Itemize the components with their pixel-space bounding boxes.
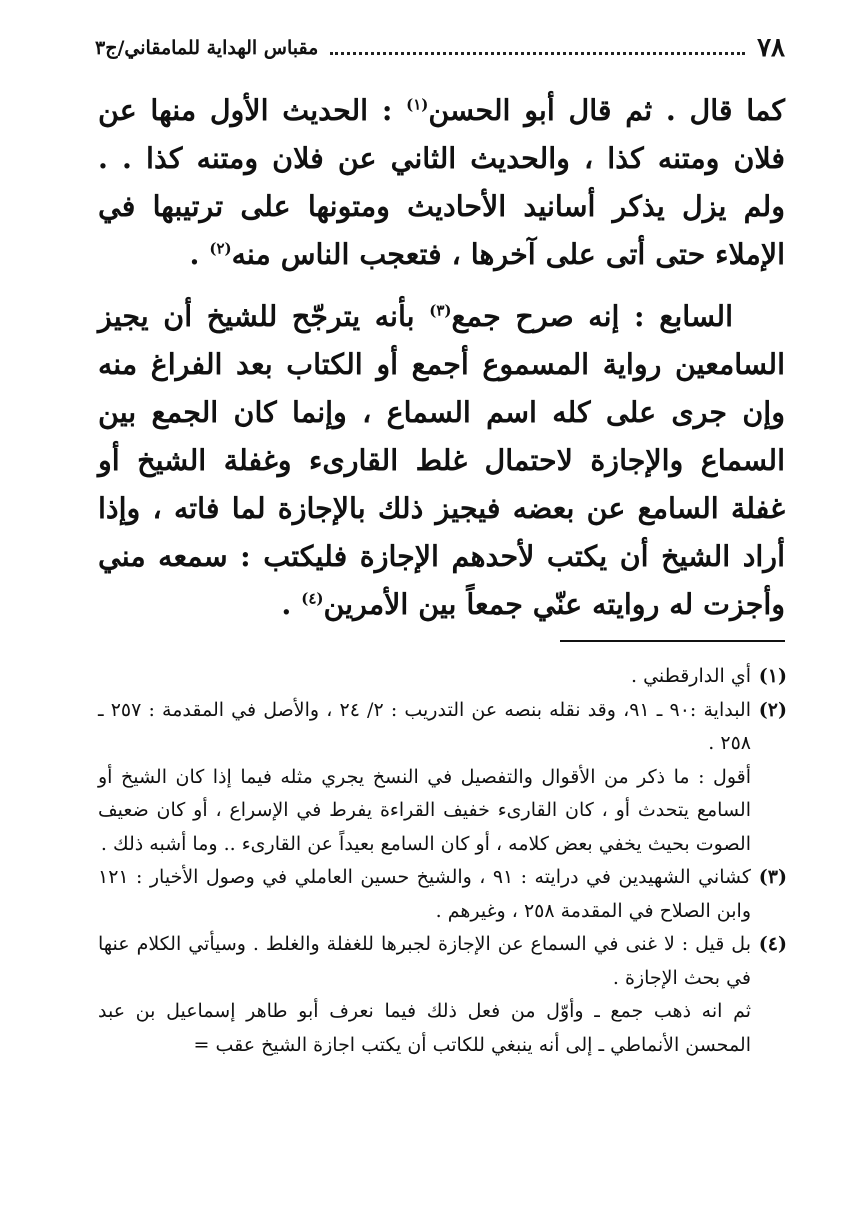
footnote-text: بل قيل : لا غنى في السماع عن الإجازة لجبرها للغفلة والغلط . وسيأتي الكلام عنها في بحث الإجازة . xyxy=(98,933,751,989)
footnote-number: (١) xyxy=(758,665,787,687)
footnote-divider xyxy=(560,640,785,642)
main-text xyxy=(98,86,785,628)
footnote-number: (٣) xyxy=(758,866,787,888)
footnote-ref-3[interactable]: (٣) xyxy=(429,301,452,320)
paragraph-2-text-a: السابع : إنه صرح جمع xyxy=(451,299,733,333)
paragraph-1-text-c: . xyxy=(189,237,210,271)
footnote-1 xyxy=(98,660,787,694)
footnote-ref-1[interactable]: (١) xyxy=(406,95,429,114)
footnote-4-continuation: ثم انه ذهب جمع ـ وأوّل من فعل ذلك فيما نعرف أبو طاهر إسماعيل بن عبد المحسن الأنماطي ـ إلى أنه ينبغي للكاتب أن يكتب اجازة الشيخ عقب = xyxy=(98,1000,751,1056)
footnote-number: (٤) xyxy=(758,933,787,955)
running-title: مقباس الهداية للمامقاني/ج٣ xyxy=(95,37,319,59)
footnote-number: (٢) xyxy=(758,698,787,721)
footnote-2-continuation: أقول : ما ذكر من الأقوال والتفصيل في النسخ يجري مثله فيما إذا كان الشيخ أو السامع يتحدث أو ، كان القارىء خفيف القراءة يفرط في الإسراع ، أو كان ضعيف الصوت بحيث يخفي بعض كلامه ، أو كان السامع بعيداً عن القارىء .. وما أشبه ذلك . xyxy=(98,765,751,855)
footnote-ref-4[interactable]: (٤) xyxy=(301,589,324,608)
footnote-text: أي الدارقطني . xyxy=(630,665,751,687)
paragraph-1-text-a: كما قال . ثم قال أبو الحسن xyxy=(428,93,785,127)
paragraph-1-text-b: : الحديث الأول منها عن فلان ومتنه كذا ، والحديث الثاني عن فلان ومتنه كذا . . ولم يزل يذكر أسانيد الأحاديث ومتونها على ترتيبها في الإملاء حتى أتى على آخرها ، فتعجب الناس منه xyxy=(98,93,785,271)
page-number: ٧٨ xyxy=(757,33,785,63)
paragraph-1 xyxy=(98,86,785,278)
header-dotted-leader xyxy=(330,50,745,55)
page-header xyxy=(95,30,785,66)
paragraph-2 xyxy=(98,292,785,628)
footnote-ref-2[interactable]: (٢) xyxy=(209,239,232,258)
footnotes xyxy=(98,660,787,1062)
paragraph-2-text-c: . xyxy=(281,587,302,621)
footnote-text: البداية :٩٠ ـ ٩١، وقد نقله بنصه عن التدريب : ٢/ ٢٤ ، والأصل في المقدمة : ٢٥٧ ـ ٢٥٨ . xyxy=(98,698,751,754)
footnote-3 xyxy=(98,861,787,928)
footnote-2 xyxy=(98,694,787,761)
footnote-text: كشاني الشهيدين في درايته : ٩١ ، والشيخ حسين العاملي في وصول الأخيار : ١٢١ وابن الصلاح في المقدمة ٢٥٨ ، وغيرهم . xyxy=(98,866,751,922)
footnote-4 xyxy=(98,928,787,995)
paragraph-2-text-b: بأنه يترجّح للشيخ أن يجيز السامعين رواية المسموع أجمع أو الكتاب بعد الفراغ منه وإن جرى على كله اسم السماع ، وإنما كان الجمع بين السماع والإجازة لاحتمال غلط القارىء وغفلة الشيخ أو غفلة السامع عن بعضه فيجيز ذلك بالإجازة لما فاته ، وإذا أراد الشيخ أن يكتب لأحدهم الإجازة فليكتب : سمعه مني وأجزت له روايته عنّي جمعاً بين الأمرين xyxy=(98,299,785,621)
